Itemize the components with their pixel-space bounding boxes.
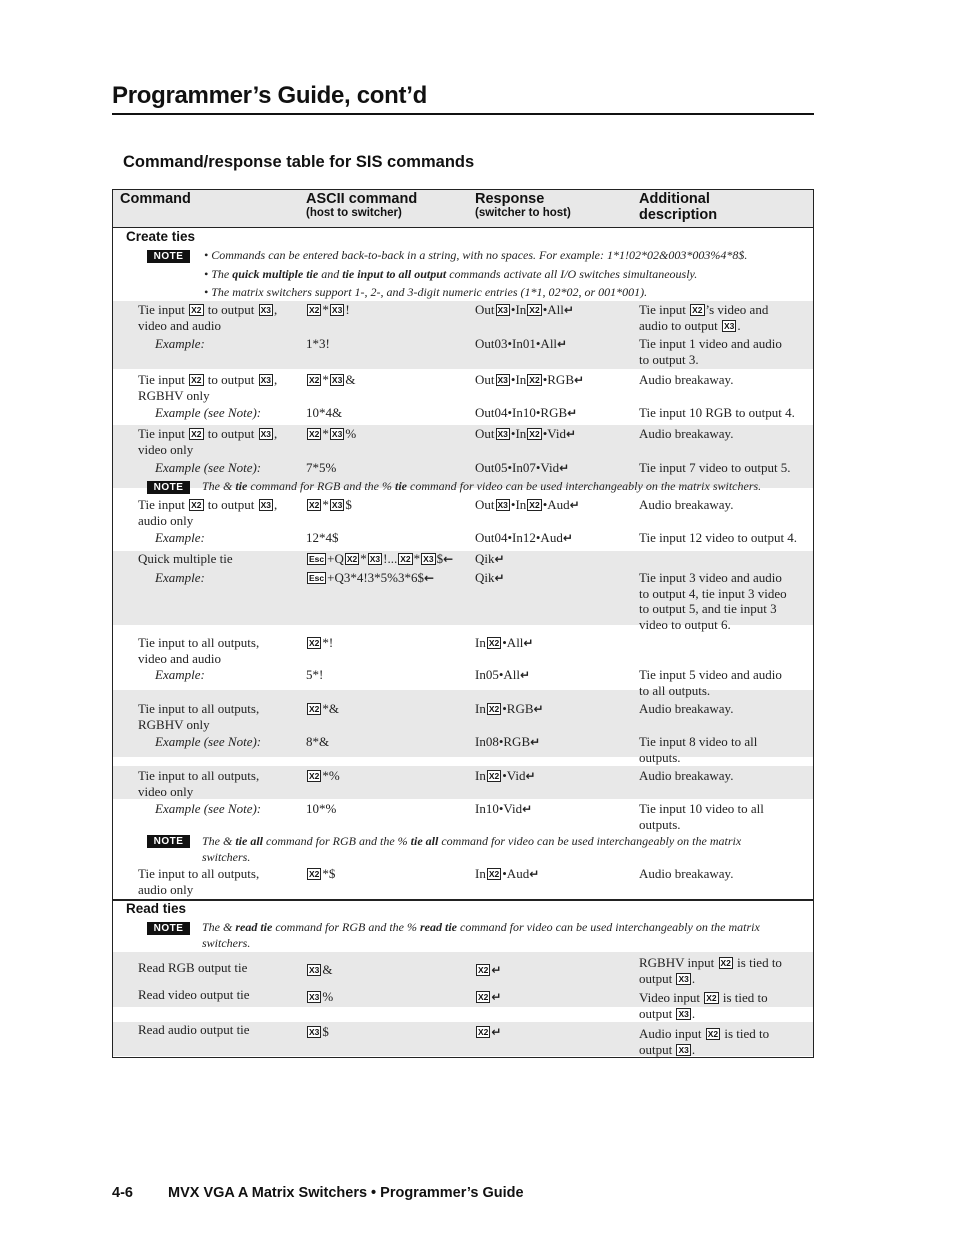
ascii-command: X2 *! <box>309 635 334 650</box>
variable-key-x2: X2 <box>529 429 540 439</box>
example-description: Tie input 12 video to output 4. <box>639 530 798 545</box>
note-text: The & read tie command for RGB and the % read tie command for video can be used interchangeably on the matrix <box>202 920 760 934</box>
return-icon: ↵ <box>491 990 502 1004</box>
ascii-command: X2 *$ <box>309 866 336 881</box>
variable-key-x2: X2 <box>191 375 202 385</box>
variable-key-x2: X2 <box>529 500 540 510</box>
example-response: Out04•In12•Aud↵ <box>475 530 573 545</box>
example-ascii: 8*& <box>306 734 330 749</box>
variable-key-x2: X2 <box>309 375 320 385</box>
example-description: Tie input 3 video and audio <box>639 570 782 585</box>
description: output X3 . <box>639 971 696 986</box>
command-name: Tie input to all outputs, <box>138 768 260 783</box>
note-text: The & tie command for RGB and the % tie command for video can be used interchangeably on the matrix switchers. <box>202 479 762 493</box>
variable-key-x2: X2 <box>309 638 320 648</box>
command-name: Read video output tie <box>138 987 250 1002</box>
ascii-command: X3 $ <box>309 1024 329 1039</box>
variable-key-x2: X2 <box>478 965 489 975</box>
example-label: Example: <box>155 570 205 585</box>
example-description: video to output 6. <box>639 616 731 632</box>
example-label: Example (see Note): <box>155 405 262 420</box>
example-ascii: 12*4$ <box>306 530 339 545</box>
return-icon: ↵ <box>565 427 577 441</box>
example-response: Qik↵ <box>475 570 505 585</box>
example-description: Tie input 10 RGB to output 4. <box>639 405 795 420</box>
variable-key-x3: X3 <box>331 375 343 385</box>
left-arrow-icon: ← <box>424 571 435 585</box>
variable-key-x3: X3 <box>331 429 343 439</box>
return-icon: ↵ <box>491 1025 502 1039</box>
variable-key-x3: X3 <box>309 992 320 1002</box>
example-ascii: 10*% <box>306 801 337 816</box>
example-description: outputs. <box>639 749 681 765</box>
variable-key-x2: X2 <box>488 704 500 714</box>
return-icon: ↵ <box>520 668 531 682</box>
ascii-command: X2 * X3 ! <box>309 302 350 317</box>
return-icon: ↵ <box>569 498 580 512</box>
variable-key-x3: X3 <box>497 500 508 510</box>
variable-key-x2: X2 <box>488 869 500 879</box>
ascii-command: X3 % <box>309 989 334 1004</box>
example-description: to output 4, tie input 3 video <box>639 585 787 601</box>
header-command: Command <box>120 191 191 207</box>
note-badge: NOTE <box>147 922 190 935</box>
command-name: Tie input X2 to output X3 , <box>138 426 278 441</box>
sis-command-table <box>112 189 814 1058</box>
description: RGBHV input X2 is tied to <box>639 955 782 970</box>
note-text: • The matrix switchers support 1-, 2-, and 3-digit numeric entries (1*1, 02*02, or 001*001). <box>204 285 648 299</box>
return-icon: ↵ <box>522 802 533 816</box>
variable-key-x3: X3 <box>678 1045 689 1055</box>
description: Audio breakaway. <box>639 497 734 512</box>
variable-key-x2: X2 <box>692 305 703 315</box>
response <box>475 989 501 1006</box>
example-description: to output 3. <box>639 351 699 367</box>
left-arrow-icon: ← <box>443 552 454 566</box>
variable-key-x3: X3 <box>497 375 508 385</box>
response: Qik↵ <box>475 551 505 566</box>
response: Out X3 •In X2 •All↵ <box>475 302 574 317</box>
variable-key-esc: Esc <box>309 554 325 564</box>
variable-key-x3: X3 <box>260 429 271 439</box>
command-name: Read audio output tie <box>138 1022 250 1037</box>
description: audio to output X3 . <box>639 318 741 333</box>
variable-key-x2: X2 <box>400 554 411 564</box>
response: Out X3 •In X2 •Vid↵ <box>475 426 577 441</box>
description: Tie input X2 ’s video and <box>639 302 769 317</box>
example-ascii: 7*5% <box>306 460 337 475</box>
command-name: Tie input to all outputs, <box>138 701 260 716</box>
variable-key-x3: X3 <box>678 974 689 984</box>
example-description: outputs. <box>639 816 681 832</box>
command-name: video and audio <box>138 650 222 666</box>
variable-key-x3: X3 <box>309 965 320 975</box>
header-ascii: ASCII command (host to switcher) <box>306 191 418 219</box>
example-description: to all outputs. <box>639 682 711 698</box>
note-badge: NOTE <box>147 481 190 494</box>
example-description: Tie input 5 video and audio <box>639 667 782 682</box>
ascii-command: Esc +Q X2 * X3 !... X2 * X3 $← <box>309 551 454 566</box>
note-text: switchers. <box>202 936 251 950</box>
variable-key-x3: X3 <box>369 554 381 564</box>
response: Out X3 •In X2 •Aud↵ <box>475 497 580 512</box>
example-description: Tie input 10 video to all <box>639 801 764 816</box>
command-name: Read RGB output tie <box>138 960 248 975</box>
ascii-command: X2 *& <box>309 701 340 716</box>
note-text: • The quick multiple tie and tie input to all output commands activate all I/O switches simultaneously. <box>204 266 698 281</box>
example-description: Tie input 7 video to output 5. <box>639 460 791 475</box>
command-name: RGBHV only <box>138 387 210 403</box>
example-label: Example (see Note): <box>155 801 262 816</box>
example-label: Example: <box>155 336 205 351</box>
return-icon: ↵ <box>494 571 505 585</box>
example-label: Example: <box>155 530 205 545</box>
variable-key-x2: X2 <box>309 771 320 781</box>
command-name: RGBHV only <box>138 716 210 732</box>
example-description: Tie input 1 video and audio <box>639 336 782 351</box>
ascii-command: X3 & <box>309 962 333 977</box>
variable-key-x2: X2 <box>191 305 202 315</box>
note-text: • Commands can be entered back-to-back in a string, with no spaces. For example: 1*1!02*02&003*003%4*8$. <box>204 248 748 262</box>
example-ascii: Esc +Q3*4!3*5%3*6$← <box>309 570 435 585</box>
variable-key-x2: X2 <box>488 771 500 781</box>
return-icon: ↵ <box>567 406 578 420</box>
example-response: Out04•In10•RGB↵ <box>475 405 578 420</box>
section-create-ties: Create ties <box>126 229 196 244</box>
return-icon: ↵ <box>573 373 585 387</box>
command-name: video and audio <box>138 317 222 333</box>
footer-page-number: 4-6 <box>112 1185 133 1201</box>
variable-key-x2: X2 <box>706 993 717 1003</box>
return-icon: ↵ <box>559 461 570 475</box>
note-badge: NOTE <box>147 835 190 848</box>
command-name: Tie input X2 to output X3 , <box>138 302 278 317</box>
return-icon: ↵ <box>494 552 505 566</box>
variable-key-x3: X3 <box>723 321 735 331</box>
description: Audio breakaway. <box>639 866 734 881</box>
return-icon: ↵ <box>529 867 540 881</box>
variable-key-x2: X2 <box>529 305 540 315</box>
ascii-command: X2 * X3 % <box>309 426 357 441</box>
command-name: Quick multiple tie <box>138 551 233 566</box>
variable-key-x3: X3 <box>331 500 343 510</box>
description: Audio breakaway. <box>639 426 734 441</box>
example-response: In05•All↵ <box>475 667 531 682</box>
example-response: In08•RGB↵ <box>475 734 541 749</box>
page-title: Programmer’s Guide, cont’d <box>112 82 427 109</box>
description: output X3 . <box>639 1042 696 1057</box>
response: In X2 •RGB↵ <box>475 701 544 716</box>
description: Audio breakaway. <box>639 372 734 387</box>
example-description: to output 5, and tie input 3 <box>639 601 777 616</box>
response: In X2 •Aud↵ <box>475 866 540 881</box>
variable-key-x2: X2 <box>478 992 489 1002</box>
variable-key-x2: X2 <box>309 305 320 315</box>
return-icon: ↵ <box>533 702 544 716</box>
return-icon: ↵ <box>530 735 541 749</box>
command-name: Tie input to all outputs, <box>138 866 260 881</box>
description: Audio breakaway. <box>639 768 734 783</box>
variable-key-x2: X2 <box>309 429 320 439</box>
note-text: The & tie all command for RGB and the % tie all command for video can be used interchangeably on the matrix <box>202 834 742 848</box>
return-icon: ↵ <box>562 531 573 545</box>
footer-doc-title: MVX VGA A Matrix Switchers • Programmer’s Guide <box>168 1185 524 1201</box>
note-text: switchers. <box>202 850 251 864</box>
example-response: In10•Vid↵ <box>475 801 533 816</box>
command-name: Tie input X2 to output X3 , <box>138 372 278 387</box>
header-description: Additional description <box>639 191 718 223</box>
description: Video input X2 is tied to <box>639 990 768 1005</box>
return-icon: ↵ <box>525 769 536 783</box>
variable-key-x2: X2 <box>529 375 540 385</box>
example-ascii: 1*3! <box>306 336 330 351</box>
variable-key-x3: X3 <box>260 375 271 385</box>
return-icon: ↵ <box>557 337 568 351</box>
example-label: Example (see Note): <box>155 460 262 475</box>
example-label: Example: <box>155 667 205 682</box>
variable-key-x2: X2 <box>309 500 320 510</box>
variable-key-x2: X2 <box>707 1029 719 1039</box>
variable-key-x2: X2 <box>488 638 500 648</box>
command-name: Tie input X2 to output X3 , <box>138 497 278 512</box>
response: Out X3 •In X2 •RGB↵ <box>475 372 585 387</box>
command-name: video only <box>138 783 194 799</box>
header-response: Response (switcher to host) <box>475 191 571 219</box>
table-header <box>113 190 813 228</box>
variable-key-esc: Esc <box>309 573 325 583</box>
title-rule <box>112 113 814 115</box>
section-read-ties: Read ties <box>126 901 187 916</box>
description: Audio input X2 is tied to <box>639 1026 770 1041</box>
example-description: Tie input 8 video to all <box>639 734 758 749</box>
response <box>475 1024 501 1041</box>
command-name: video only <box>138 441 194 457</box>
ascii-command: X2 *% <box>309 768 340 783</box>
example-ascii: 10*4& <box>306 405 343 420</box>
variable-key-x3: X3 <box>423 554 434 564</box>
return-icon: ↵ <box>491 963 502 977</box>
ascii-command: X2 * X3 $ <box>309 497 352 512</box>
command-name: audio only <box>138 512 194 528</box>
ascii-command: X2 * X3 & <box>309 372 356 387</box>
variable-key-x2: X2 <box>191 429 202 439</box>
variable-key-x3: X3 <box>497 305 508 315</box>
variable-key-x3: X3 <box>497 429 508 439</box>
section-title: Command/response table for SIS commands <box>123 153 475 171</box>
response <box>475 962 501 979</box>
command-name: audio only <box>138 881 194 897</box>
example-ascii: 5*! <box>306 667 324 682</box>
variable-key-x2: X2 <box>720 958 731 968</box>
section-divider <box>113 899 813 901</box>
variable-key-x3: X3 <box>260 305 271 315</box>
variable-key-x3: X3 <box>309 1027 320 1037</box>
return-icon: ↵ <box>563 303 574 317</box>
example-response: Out03•In01•All↵ <box>475 336 568 351</box>
example-label: Example (see Note): <box>155 734 262 749</box>
variable-key-x3: X3 <box>260 500 271 510</box>
variable-key-x2: X2 <box>309 869 320 879</box>
description: Audio breakaway. <box>639 701 734 716</box>
variable-key-x2: X2 <box>309 704 320 714</box>
response: In X2 •All↵ <box>475 635 534 650</box>
variable-key-x3: X3 <box>678 1009 689 1019</box>
variable-key-x2: X2 <box>191 500 202 510</box>
response: In X2 •Vid↵ <box>475 768 536 783</box>
command-name: Tie input to all outputs, <box>138 635 260 650</box>
variable-key-x3: X3 <box>331 305 343 315</box>
variable-key-x2: X2 <box>346 554 358 564</box>
note-badge: NOTE <box>147 250 190 263</box>
variable-key-x2: X2 <box>478 1027 489 1037</box>
return-icon: ↵ <box>523 636 534 650</box>
example-response: Out05•In07•Vid↵ <box>475 460 570 475</box>
description: output X3 . <box>639 1006 696 1021</box>
